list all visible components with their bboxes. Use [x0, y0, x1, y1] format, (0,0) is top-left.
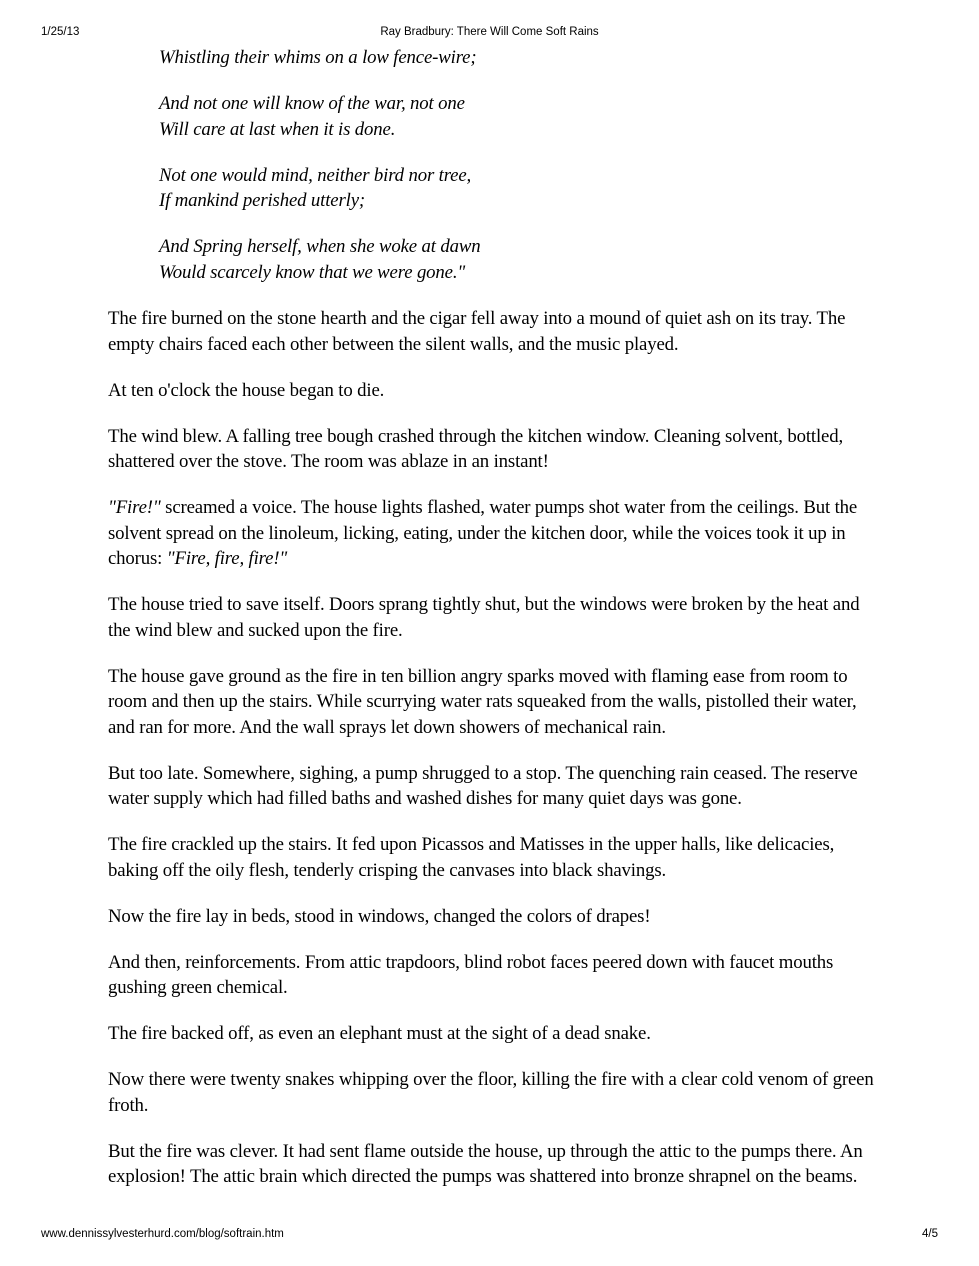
poem-stanza: [159, 163, 878, 214]
page-header-title: Ray Bradbury: There Will Come Soft Rains: [380, 26, 599, 38]
quote-fire: "Fire!": [108, 497, 161, 518]
paragraph: But too late. Somewhere, sighing, a pump shrugged to a stop. The quenching rain ceased. The reserve water supply which had filled baths and washed dishes for many quiet days was gone.: [108, 762, 858, 809]
poem: [159, 45, 878, 285]
paragraph: Now there were twenty snakes whipping over the floor, killing the fire with a clear cold venom of green froth.: [108, 1069, 874, 1116]
page-footer-url: www.dennissylvesterhurd.com/blog/softrain.htm: [41, 1228, 284, 1240]
quote-fire-chorus: "Fire, fire, fire!": [166, 548, 288, 569]
poem-line: If mankind perished utterly;: [159, 190, 365, 211]
poem-stanza: [159, 45, 878, 71]
paragraph: The fire crackled up the stairs. It fed upon Picassos and Matisses in the upper halls, like delicacies, baking off the oily flesh, tenderly crisping the canvases into black shavings.: [108, 834, 835, 881]
paragraph: The fire burned on the stone hearth and the cigar fell away into a mound of quiet ash on its tray. The empty chairs faced each other between the silent walls, and the music played.: [108, 308, 846, 355]
page-header-date: 1/25/13: [41, 26, 80, 38]
poem-line: Will care at last when it is done.: [159, 118, 396, 140]
paragraph: [108, 495, 878, 572]
poem-line: And not one will know of the war, not one: [159, 93, 465, 114]
page-footer-page-number: 4/5: [922, 1228, 938, 1240]
paragraph: The house tried to save itself. Doors sprang tightly shut, but the windows were broken by the heat and the wind blew and sucked upon the fire.: [108, 594, 860, 641]
paragraph: At ten o'clock the house began to die.: [108, 379, 385, 401]
paragraph: But the fire was clever. It had sent flame outside the house, up through the attic to the pumps there. An explosion! The attic brain which directed the pumps was shattered into bronze shrapnel on the beams.: [108, 1140, 863, 1187]
paragraph: And then, reinforcements. From attic trapdoors, blind robot faces peered down with faucet mouths gushing green chemical.: [108, 951, 834, 998]
poem-stanza: [159, 234, 878, 285]
poem-stanza: [159, 91, 878, 142]
poem-line: And Spring herself, when she woke at dawn: [159, 236, 481, 257]
paragraph: The house gave ground as the fire in ten billion angry sparks moved with flaming ease from room to room and then up the stairs. While scurrying water rats squeaked from the walls, pistolled their water, and ran for more. And the wall sprays let down showers of mechanical rain.: [108, 665, 857, 738]
paragraph: Now the fire lay in beds, stood in windows, changed the colors of drapes!: [108, 905, 651, 927]
poem-line: Whistling their whims on a low fence-wire;: [159, 47, 477, 68]
paragraph-text: screamed a voice. The house lights flashed, water pumps shot water from the ceilings. But the solvent spread on the linoleum, licking, eating, under the kitchen door, while the voices took it up in chorus:: [108, 497, 858, 569]
paragraph: The wind blew. A falling tree bough crashed through the kitchen window. Cleaning solvent, bottled, shattered over the stove. The room was ablaze in an instant!: [108, 425, 843, 472]
poem-line: Would scarcely know that we were gone.": [159, 261, 466, 283]
poem-line: Not one would mind, neither bird nor tree,: [159, 164, 472, 186]
paragraph: The fire backed off, as even an elephant must at the sight of a dead snake.: [108, 1023, 651, 1044]
document-body: [108, 45, 878, 1210]
